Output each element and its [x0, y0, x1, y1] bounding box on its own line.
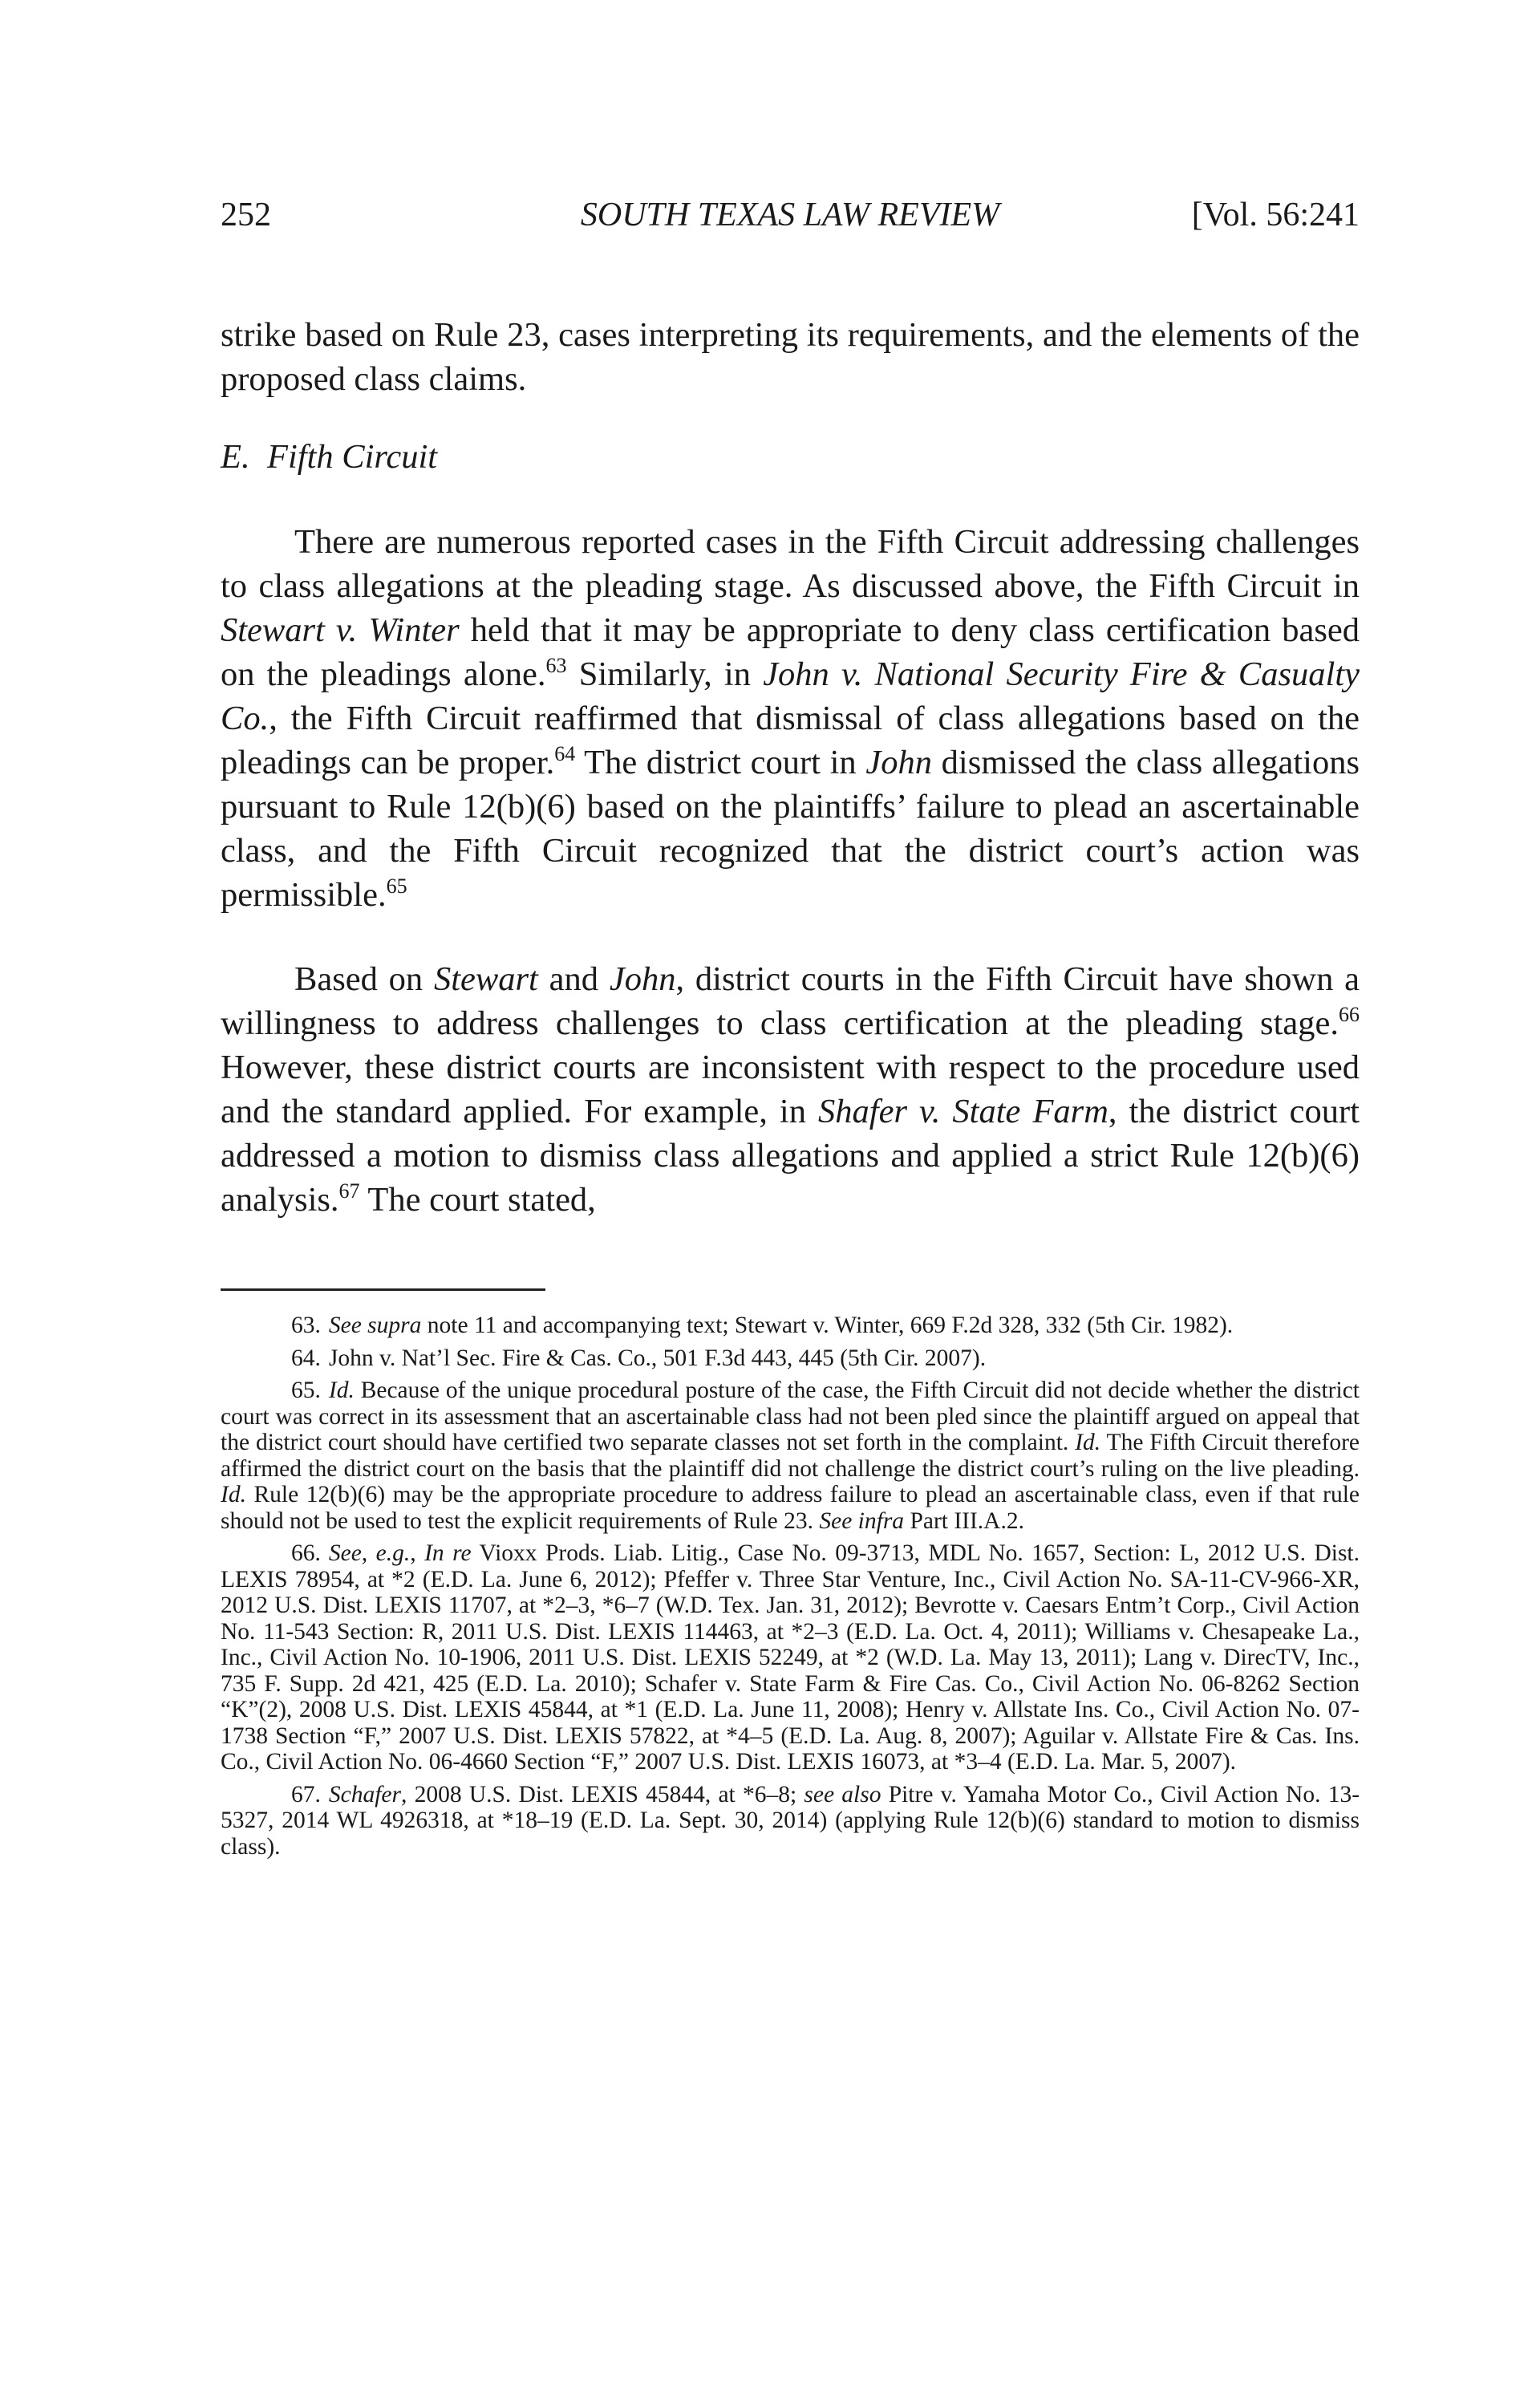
journal-title: SOUTH TEXAS LAW REVIEW [580, 197, 1000, 233]
intro-paragraph: strike based on Rule 23, cases interpreting its requirements, and the elements of the proposed class claims. [221, 316, 1360, 398]
section-letter: E. [221, 438, 250, 476]
footnote-ref[interactable]: 63 [545, 654, 567, 677]
text: Part III.A.2. [904, 1507, 1024, 1534]
footnote-64 [221, 1345, 1360, 1372]
footnote-65 [221, 1377, 1360, 1534]
case-name: John [865, 744, 932, 781]
page-number: 252 [221, 197, 271, 233]
running-header [221, 196, 1360, 244]
footnote-number: 67. [291, 1781, 321, 1808]
signal: see also [804, 1781, 881, 1808]
case-name: John v. National Security Fire & Casualty Co. [221, 655, 1360, 737]
case-name: Stewart v. Winter [221, 611, 460, 649]
paragraph-2-block [221, 957, 1360, 1222]
signal: See, e.g. [328, 1540, 411, 1566]
case-name: John [609, 960, 676, 998]
text: Vioxx Prods. Liab. Litig., Case No. 09-3713, MDL No. 1657, Section: L, 2012 U.S. Dist. LEXIS 78954, at *2 (E.D. La. June 6, 2012); Pfeffer v. Three Star Venture, Inc., Civil Action No. SA-11-CV-966-XR, 2012 U.S. Dist. LEXIS 11707, at *2–3, *6–7 (W.D. Tex. Jan. 31, 2012); Bevrotte v. Caesars Entm’t Corp., Civil Action No. 11-543 Section: R, 2011 U.S. Dist. LEXIS 114463, at *2–3 (E.D. La. Oct. 4, 2011); Williams v. Chesapeake La., Inc., Civil Action No. 10-1906, 2011 U.S. Dist. LEXIS 52249, at *2 (W.D. La. May 13, 2011); Lang v. DirecTV, Inc., 735 F. Supp. 2d 421, 425 (E.D. La. 2010); Schafer v. State Farm & Fire Cas. Co., Civil Action No. 06-8262 Section “K”(2), 2008 U.S. Dist. LEXIS 45844, at *1 (E.D. La. June 11, 2008); Henry v. Allstate Ins. Co., Civil Action No. 07-1738 Section “F,” 2007 U.S. Dist. LEXIS 57822, at *4–5 (E.D. La. Aug. 8, 2007); Aguilar v. Allstate Fire & Cas. Ins. Co., Civil Action No. 06-4660 Section “F,” 2007 U.S. Dist. LEXIS 16073, at *3–4 (E.D. La. Mar. 5, 2007). [221, 1540, 1360, 1775]
text: The district court in [575, 744, 866, 781]
text: Rule 12(b)(6) may be the appropriate procedure to address failure to plead an ascertainable class, even if that rule should not be used to test the explicit requirements of Rule 23. [221, 1482, 1360, 1534]
signal: Id. [328, 1377, 355, 1403]
text: , the Fifth Circuit reaffirmed that dismissal of class allegations based on the pleadings can be proper. [221, 700, 1360, 781]
text: There are numerous reported cases in the Fifth Circuit addressing challenges to class allegations at the pleading stage. As discussed above, the Fifth Circuit in [221, 523, 1360, 605]
text: , [410, 1540, 425, 1566]
text: and [537, 960, 610, 998]
text: John v. Nat’l Sec. Fire & Cas. Co., 501 F.3d 443, 445 (5th Cir. 2007). [328, 1345, 987, 1371]
signal: Id. [221, 1482, 246, 1507]
footnote-number: 63. [291, 1313, 321, 1338]
footnote-ref[interactable]: 67 [338, 1179, 360, 1203]
footnote-ref[interactable]: 65 [386, 874, 407, 898]
footnote-63 [221, 1313, 1360, 1339]
paragraph-2 [221, 957, 1360, 1222]
text: The court stated, [359, 1181, 596, 1219]
text: Because of the unique procedural posture of the case, the Fifth Circuit did not decide whether the district court was correct in its assessment that an ascertainable class had not been pled since the plaintiff argued on appeal that the district court should have certified two separate classes not set forth in the complaint. [221, 1377, 1360, 1455]
text: note 11 and accompanying text; Stewart v. Winter, 669 F.2d 328, 332 (5th Cir. 1982). [421, 1313, 1234, 1338]
case-name: Stewart [433, 960, 538, 998]
text: However, these district courts are inconsistent with respect to the procedure used and the standard applied. For example, in [221, 1049, 1360, 1130]
text: Pitre v. Yamaha Motor Co., Civil Action No. 13-5327, 2014 WL 4926318, at *18–19 (E.D. La. Sept. 30, 2014) (applying Rule 12(b)(6) standard to motion to dismiss class). [221, 1781, 1360, 1860]
text: , district courts in the Fifth Circuit have shown a willingness to address challenges to class certification at the pleading stage. [221, 960, 1360, 1042]
section-heading [221, 437, 437, 477]
signal: See supra [328, 1313, 422, 1338]
signal: See infra [819, 1507, 905, 1534]
section-title: Fifth Circuit [267, 438, 438, 476]
text: , 2008 U.S. Dist. LEXIS 45844, at *6–8; [401, 1781, 804, 1808]
case-name: Shafer v. State Farm [818, 1093, 1108, 1130]
footnotes [221, 1313, 1360, 1866]
footnote-ref[interactable]: 64 [554, 742, 576, 765]
footnote-66 [221, 1540, 1360, 1775]
footnote-67 [221, 1782, 1360, 1860]
text: Based on [294, 960, 434, 998]
case-name: Schafer [328, 1781, 401, 1808]
signal: In re [424, 1540, 472, 1566]
signal: Id. [1075, 1430, 1101, 1455]
paragraph-1 [221, 520, 1360, 917]
footnote-number: 66. [291, 1540, 321, 1566]
intro-paragraph-block [221, 313, 1360, 401]
text: dismissed the class allegations pursuant to Rule 12(b)(6) based on the plaintiffs’ failure to plead an ascertainable class, and the Fifth Circuit recognized that the district court’s action was permissible. [221, 744, 1360, 914]
footnote-number: 64. [291, 1345, 321, 1371]
footnote-number: 65. [291, 1377, 321, 1403]
paragraph-1-block [221, 520, 1360, 917]
footnote-ref[interactable]: 66 [1339, 1003, 1360, 1026]
text: The Fifth Circuit therefore affirmed the district court on the basis that the plaintiff did not challenge the district court’s ruling on the live pleading. [221, 1430, 1360, 1482]
volume-citation: [Vol. 56:241 [1191, 197, 1360, 233]
text: , the district court addressed a motion to dismiss class allegations and applied a strict Rule 12(b)(6) analysis. [221, 1093, 1360, 1219]
text: held that it may be appropriate to deny class certification based on the pleadings alone. [221, 611, 1360, 693]
text: Similarly, in [566, 655, 764, 693]
footnote-divider [221, 1288, 545, 1291]
